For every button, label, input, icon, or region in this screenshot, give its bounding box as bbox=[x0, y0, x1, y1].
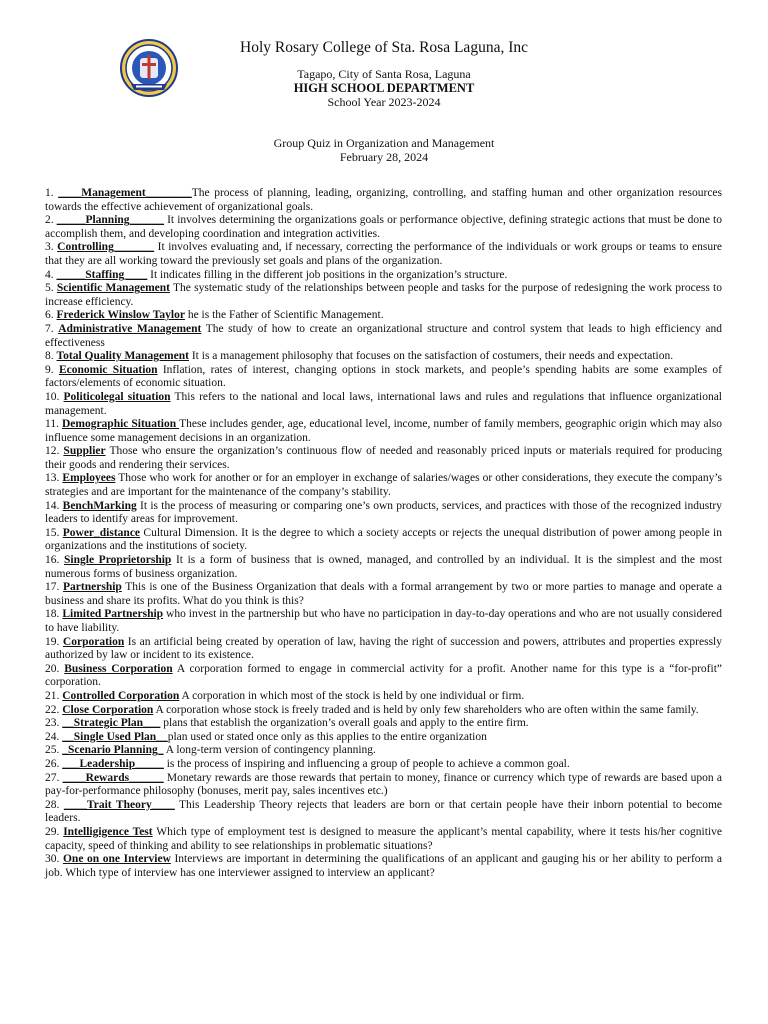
quiz-item bbox=[45, 309, 722, 323]
item-number: 28. bbox=[45, 798, 60, 811]
item-description: It is a management philosophy that focuses on the satisfaction of costumers, their needs and expectation. bbox=[188, 350, 674, 363]
item-description: The systematic study of the relationships between people and tasks for the purpose of redesigning the work process to increase efficiency. bbox=[45, 282, 722, 308]
item-number: 23. bbox=[45, 717, 60, 730]
item-description: A long-term version of contingency planning. bbox=[163, 744, 376, 757]
item-number: 20. bbox=[45, 662, 60, 675]
item-answer: Limited Partnership bbox=[62, 608, 164, 621]
quiz-item bbox=[45, 472, 722, 499]
school-address: Tagapo, City of Santa Rosa, Laguna bbox=[297, 67, 471, 81]
item-description: Interviews are important in determining the qualifications of an applicant and gauging his or her ability to perform a job. Which type of interview has one interviewer assigned to interview an applicant? bbox=[45, 853, 723, 879]
item-answer: Close Corporation bbox=[62, 703, 154, 716]
item-answer: Scientific Management bbox=[56, 282, 170, 295]
item-description: Is an artificial being created by operation of law, having the right of succession and powers, attributes and properties expressly authorized by law or incident to its existence. bbox=[45, 635, 723, 662]
item-description: This refers to the national and local laws, international laws and rules and regulations that influence organizational management. bbox=[45, 390, 722, 417]
item-answer: __Single Used Plan__ bbox=[62, 730, 168, 743]
item-number: 4. bbox=[45, 268, 54, 281]
item-description: A corporation formed to engage in commercial activity for a profit. Another name for this type is a “for-profit” corporation. bbox=[45, 662, 722, 689]
item-answer: Economic Situation bbox=[58, 363, 158, 376]
quiz-item bbox=[45, 214, 722, 241]
school-name: Holy Rosary College of Sta. Rosa Laguna, Inc bbox=[240, 39, 528, 56]
item-description: It involves determining the organizations goals or performance objective, defining strategic actions that must be done to accomplish them, and developing coordination and integration activities. bbox=[45, 214, 722, 240]
item-answer: Controlling_______ bbox=[57, 241, 155, 254]
item-answer: Intelligigence Test bbox=[63, 825, 153, 838]
item-answer: ___Leadership_____ bbox=[62, 757, 164, 770]
item-number: 2. bbox=[45, 214, 54, 227]
item-description: plans that establish the organization’s overall goals and apply to the entire firm. bbox=[160, 717, 529, 730]
item-number: 5. bbox=[45, 282, 54, 295]
item-number: 3. bbox=[45, 241, 54, 254]
item-answer: Politicolegal situation bbox=[63, 390, 171, 403]
quiz-item bbox=[45, 323, 722, 350]
item-answer: ____Trait Theory____ bbox=[63, 798, 175, 811]
quiz-item bbox=[45, 500, 722, 527]
item-answer: Demographic Situation bbox=[61, 418, 180, 431]
item-number: 19. bbox=[45, 635, 60, 648]
item-description: It indicates filling in the different job positions in the organization’s structure. bbox=[147, 268, 508, 281]
item-number: 13. bbox=[45, 472, 60, 485]
item-number: 26. bbox=[45, 757, 60, 770]
quiz-item bbox=[45, 853, 722, 880]
quiz-item bbox=[45, 527, 722, 554]
item-number: 10. bbox=[45, 390, 60, 403]
item-description: is the process of inspiring and influencing a group of people to achieve a common goal. bbox=[163, 757, 570, 770]
item-number: 9. bbox=[45, 363, 54, 376]
item-answer: __Strategic Plan___ bbox=[62, 717, 161, 730]
item-description: Those who work for another or for an employer in exchange of salaries/wages or other considerations, they execute the company’s strategies and are important for the maintenance of the company’s stability. bbox=[45, 472, 723, 499]
department-name: HIGH SCHOOL DEPARTMENT bbox=[293, 81, 475, 95]
item-number: 11. bbox=[45, 418, 59, 431]
item-description: This Leadership Theory rejects that leaders are born or that certain people have their inborn potential to become leaders. bbox=[45, 798, 722, 825]
item-description: Which type of employment test is designed to measure the applicant’s mental capability, where it tests his/her cognitive capacity, speed of thinking and ability to see relationships in problematic situations? bbox=[45, 825, 722, 852]
item-number: 6. bbox=[45, 309, 54, 322]
quiz-title: Group Quiz in Organization and Management bbox=[273, 136, 495, 150]
quiz-item bbox=[45, 690, 722, 704]
item-number: 8. bbox=[45, 350, 54, 363]
item-number: 22. bbox=[45, 703, 60, 716]
quiz-item bbox=[45, 799, 722, 826]
item-description: Those who ensure the organization’s continuous flow of needed and reasonably priced inputs or materials required for producing their goods and rendering their services. bbox=[45, 445, 723, 471]
quiz-date: February 28, 2024 bbox=[339, 149, 429, 164]
quiz-item bbox=[45, 241, 722, 268]
quiz-item bbox=[45, 826, 722, 853]
item-number: 21. bbox=[45, 689, 60, 702]
quiz-item bbox=[45, 731, 722, 745]
quiz-item bbox=[45, 445, 722, 472]
item-answer: Controlled Corporation bbox=[62, 689, 180, 702]
item-number: 14. bbox=[45, 499, 60, 512]
quiz-item bbox=[45, 554, 722, 581]
quiz-item bbox=[45, 772, 722, 799]
item-number: 7. bbox=[45, 322, 54, 335]
quiz-item bbox=[45, 269, 722, 283]
item-answer: BenchMarking bbox=[62, 499, 137, 512]
item-answer: ____Rewards______ bbox=[62, 771, 164, 784]
school-year: School Year 2023-2024 bbox=[327, 95, 441, 109]
quiz-item bbox=[45, 636, 722, 663]
quiz-item bbox=[45, 187, 722, 214]
item-answer: Employees bbox=[62, 472, 116, 485]
item-answer: Supplier bbox=[63, 445, 106, 458]
item-answer: Frederick Winslow Taylor bbox=[56, 309, 185, 322]
item-answer: Business Corporation bbox=[64, 662, 173, 675]
quiz-item bbox=[45, 744, 722, 758]
quiz-item bbox=[45, 663, 722, 690]
item-number: 29. bbox=[45, 825, 60, 838]
item-description: Monetary rewards are those rewards that pertain to money, finance or currency which type of rewards are based upon a pay-for-performance philosophy (bonuses, merit pay, sales incentives etc.) bbox=[45, 771, 722, 798]
quiz-heading bbox=[0, 137, 768, 164]
item-description: Cultural Dimension. It is the degree to which a society accepts or rejects the unequal distribution of power among people in organizations and the institutions of society. bbox=[45, 526, 723, 553]
item-description: plan used or stated once only as this applies to the entire organization bbox=[167, 730, 487, 743]
item-answer: Administrative Management bbox=[58, 322, 202, 335]
item-description: A corporation whose stock is freely traded and is held by only few shareholders who are often within the same family. bbox=[153, 703, 699, 716]
item-description: These includes gender, age, educational level, income, number of family members, geographic origin which may also influence some management decisions in an organization. bbox=[45, 418, 723, 444]
item-number: 24. bbox=[45, 730, 60, 743]
item-number: 1. bbox=[45, 187, 54, 199]
quiz-item bbox=[45, 717, 722, 731]
quiz-item bbox=[45, 364, 722, 391]
item-answer: _____Planning______ bbox=[56, 214, 165, 227]
item-description: It is a form of business that is owned, managed, and controlled by an individual. It is the simplest and the most numerous forms of business organization. bbox=[45, 554, 723, 580]
item-number: 27. bbox=[45, 771, 60, 784]
document-header bbox=[180, 38, 588, 109]
item-answer: Total Quality Management bbox=[56, 350, 189, 363]
quiz-item bbox=[45, 581, 722, 608]
school-seal-icon bbox=[119, 38, 179, 98]
item-description: It involves evaluating and, if necessary, correcting the performance of the individuals or work groups or teams to ensure that they are all working toward the previously set goals and plans of the organization. bbox=[45, 241, 722, 267]
quiz-item bbox=[45, 350, 722, 364]
item-description: The process of planning, leading, organizing, controlling, and staffing human and other organization resources towards the effective achievement of organizational goals. bbox=[45, 187, 723, 213]
item-description: A corporation in which most of the stock is held by one individual or firm. bbox=[179, 689, 525, 702]
item-description: Inflation, rates of interest, changing options in stock markets, and people’s spending habits are some examples of factors/elements of economic situation. bbox=[45, 363, 722, 390]
item-description: The study of how to create an organizational structure and control system that leads to high efficiency and effectiveness bbox=[45, 322, 723, 349]
item-description: who invest in the partnership but who have no participation in day-to-day operations and who are not usually considered to have liability. bbox=[45, 608, 723, 634]
item-number: 17. bbox=[45, 581, 60, 594]
item-description: This is one of the Business Organization that deals with a formal arrangement by two or more parties to manage and operate a business and share its profits. What do you think is this? bbox=[45, 581, 723, 607]
item-answer: Corporation bbox=[62, 635, 125, 648]
item-number: 15. bbox=[45, 526, 60, 539]
item-answer: Partnership bbox=[63, 581, 122, 594]
quiz-item bbox=[45, 704, 722, 718]
quiz-item bbox=[45, 282, 722, 309]
item-answer: One on one Interview bbox=[62, 853, 171, 866]
item-answer: ____Management________ bbox=[58, 187, 192, 199]
item-answer: Power_distance bbox=[62, 526, 141, 539]
quiz-item bbox=[45, 608, 722, 635]
item-answer: Single Proprietorship bbox=[64, 554, 172, 567]
item-answer: _____Staffing____ bbox=[56, 268, 148, 281]
item-number: 30. bbox=[45, 853, 60, 866]
quiz-item bbox=[45, 391, 722, 418]
item-number: 18. bbox=[45, 608, 60, 621]
item-description: he is the Father of Scientific Management. bbox=[184, 309, 384, 322]
item-number: 25. bbox=[45, 744, 60, 757]
quiz-items bbox=[45, 187, 722, 880]
item-answer: _Scenario Planning_ bbox=[62, 744, 164, 757]
quiz-item bbox=[45, 758, 722, 772]
quiz-item bbox=[45, 418, 722, 445]
item-description: It is the process of measuring or comparing one’s own products, services, and practices with those of the recognized industry leaders to identify areas for improvement. bbox=[45, 499, 723, 526]
item-number: 12. bbox=[45, 445, 60, 458]
item-number: 16. bbox=[45, 554, 60, 567]
